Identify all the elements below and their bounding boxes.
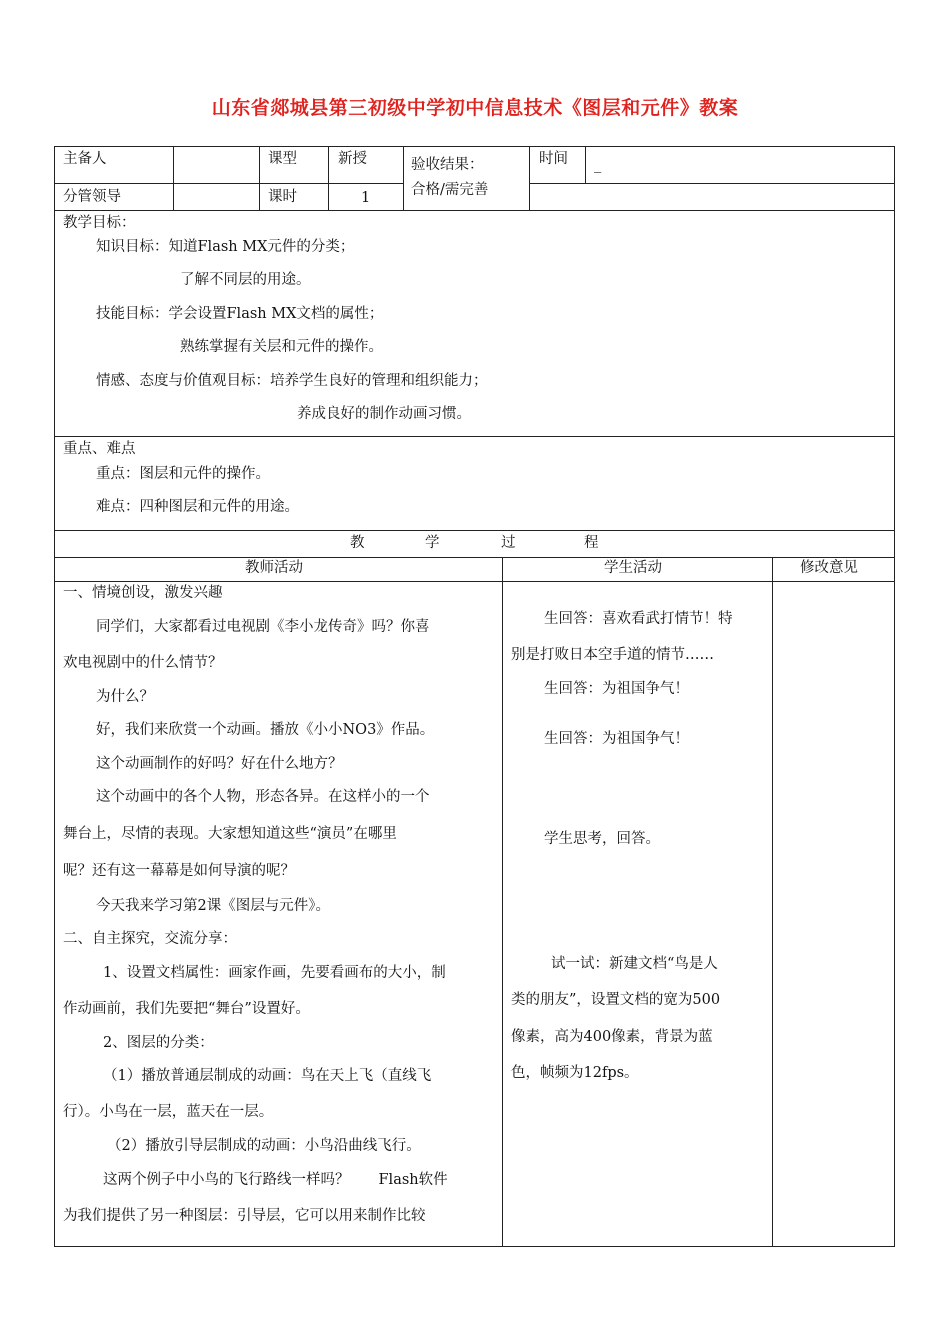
header-col-line-5 <box>529 146 530 210</box>
teacher-line: 今天我来学习第2课《图层与元件》。 <box>96 898 330 914</box>
process-col-line-1 <box>502 557 503 1246</box>
header-col-line-4 <box>403 146 404 210</box>
time-value: _ <box>594 157 602 173</box>
student-line: 别是打败日本空手道的情节…… <box>511 647 714 663</box>
keypoints-heading: 重点、难点 <box>63 441 136 457</box>
teacher-line: 二、自主探究，交流分享： <box>63 931 237 947</box>
process-title-char-2: 学 <box>425 535 440 551</box>
student-line: 色，帧频为12fps。 <box>511 1065 639 1081</box>
teacher-line: 欢电视剧中的什么情节？ <box>63 655 223 671</box>
teacher-line: 好，我们来欣赏一个动画。播放《小小NO3》作品。 <box>96 722 435 738</box>
teacher-column-header: 教师活动 <box>245 560 303 576</box>
preparer-label: 主备人 <box>63 151 107 167</box>
student-line: 试一试：新建文档“鸟是人 <box>551 956 718 972</box>
teacher-line: 这两个例子中小鸟的飞行路线一样吗？ Flash软件 <box>103 1172 448 1188</box>
course-type-label: 课型 <box>268 151 297 167</box>
page-title: 山东省郯城县第三初级中学初中信息技术《图层和元件》教案 <box>211 97 739 119</box>
teacher-line: 这个动画制作的好吗？好在什么地方？ <box>96 756 343 772</box>
student-line: 类的朋友”，设置文档的宽为500 <box>511 992 721 1008</box>
time-label: 时间 <box>539 151 568 167</box>
teacher-line: 2、图层的分类： <box>103 1035 214 1051</box>
header-bottom-line <box>54 210 895 211</box>
check-value: 合格/需完善 <box>411 182 489 198</box>
student-line: 生回答：喜欢看武打情节！特 <box>544 611 733 627</box>
emotion-objective-2: 养成良好的制作动画习惯。 <box>297 406 471 422</box>
process-title-bottom-line <box>54 557 895 558</box>
key-point: 重点：图层和元件的操作。 <box>96 466 270 482</box>
process-col-line-2 <box>772 557 773 1246</box>
knowledge-objective-1: 知识目标：知道Flash MX元件的分类； <box>96 239 355 255</box>
student-line: 像素，高为400像素，背景为蓝 <box>511 1029 713 1045</box>
skill-objective-2: 熟练掌握有关层和元件的操作。 <box>180 339 383 355</box>
objectives-bottom-line <box>54 436 895 437</box>
teacher-line: 作动画前，我们先要把“舞台”设置好。 <box>63 1001 310 1017</box>
process-title-char-1: 教 <box>350 535 365 551</box>
header-col-line-3 <box>328 146 329 210</box>
teacher-line: 为我们提供了另一种图层：引导层，它可以用来制作比较 <box>63 1208 426 1224</box>
emotion-objective-1: 情感、态度与价值观目标：培养学生良好的管理和组织能力； <box>96 373 488 389</box>
objectives-heading: 教学目标： <box>63 215 136 231</box>
teacher-line: 同学们，大家都看过电视剧《李小龙传奇》吗？你喜 <box>96 619 430 635</box>
teacher-line: 为什么？ <box>96 689 154 705</box>
leader-label: 分管领导 <box>63 189 121 205</box>
teacher-line: 行）。小鸟在一层，蓝天在一层。 <box>63 1104 274 1120</box>
course-type-value: 新授 <box>338 151 367 167</box>
column-header-bottom-line <box>54 581 895 582</box>
table-border-right <box>894 146 895 1247</box>
student-line: 学生思考，回答。 <box>544 831 660 847</box>
check-label: 验收结果： <box>411 157 484 173</box>
difficult-point: 难点：四种图层和元件的用途。 <box>96 499 299 515</box>
table-border-left <box>54 146 55 1247</box>
teacher-line: 一、情境创设，激发兴趣 <box>63 585 223 601</box>
header-col-line-1 <box>173 146 174 210</box>
teacher-line: 呢？还有这一幕幕是如何导演的呢？ <box>63 863 295 879</box>
teacher-line: （2）播放引导层制成的动画：小鸟沿曲线飞行。 <box>107 1138 421 1154</box>
student-line: 生回答：为祖国争气！ <box>544 681 689 697</box>
student-line: 生回答：为祖国争气！ <box>544 731 689 747</box>
period-label: 课时 <box>268 189 297 205</box>
teacher-line: 这个动画中的各个人物，形态各异。在这样小的一个 <box>96 789 430 805</box>
revision-column-header: 修改意见 <box>800 560 858 576</box>
header-col-line-6 <box>585 146 586 183</box>
knowledge-objective-2: 了解不同层的用途。 <box>180 272 311 288</box>
table-border-bottom <box>54 1246 895 1247</box>
teacher-line: （1）播放普通层制成的动画：鸟在天上飞（直线飞 <box>103 1068 432 1084</box>
period-value: 1 <box>361 190 371 206</box>
header-col-line-2 <box>259 146 260 210</box>
keypoints-bottom-line <box>54 530 895 531</box>
process-title-char-3: 过 <box>501 535 516 551</box>
teacher-line: 舞台上，尽情的表现。大家想知道这些“演员”在哪里 <box>63 826 397 842</box>
header-row-divider-left <box>54 183 403 184</box>
table-border-top <box>54 146 895 147</box>
student-column-header: 学生活动 <box>604 560 662 576</box>
process-title-char-4: 程 <box>584 535 599 551</box>
teacher-line: 1、设置文档属性：画家作画，先要看画布的大小，制 <box>103 965 446 981</box>
header-row-divider-right <box>529 183 895 184</box>
skill-objective-1: 技能目标：学会设置Flash MX文档的属性； <box>96 306 384 322</box>
